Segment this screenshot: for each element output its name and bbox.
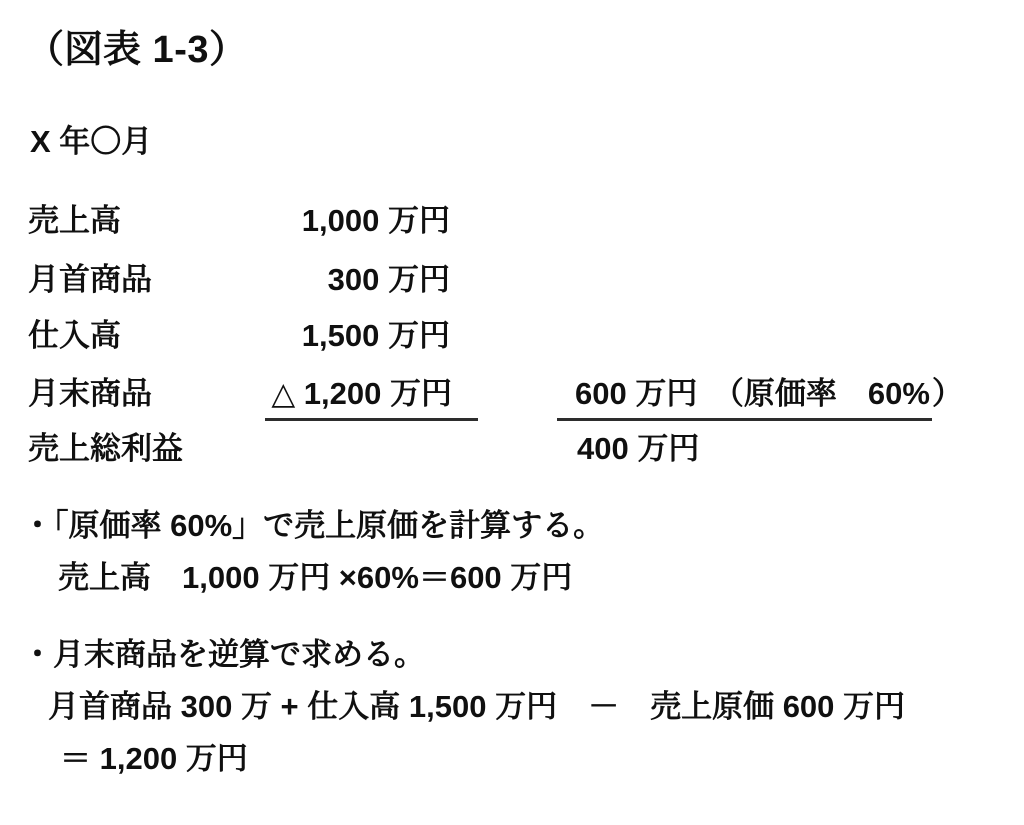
note2-bullet-line: ・月末商品を逆算で求める。 [22,637,425,672]
page-title: （図表 1-3） [26,29,248,71]
row-amount: 300 万円 [327,262,450,297]
row-amount [240,368,450,421]
row-label: 売上総利益 [28,431,183,466]
note2-formula-line: 月首商品 300 万 + 仕入高 1,500 万円 － 売上原価 600 万円 [48,689,906,724]
row-label: 月末商品 [28,376,152,411]
table-row-purchases [0,310,1024,356]
row-label: 仕入高 [28,318,121,353]
row-amount: 1,000 万円 [301,203,450,238]
row-right-amount: 400 万円 [577,431,700,466]
note1-formula-line: 売上高 1,000 万円 ×60%＝600 万円 [58,560,573,595]
table-row-closing-stock [0,368,1024,414]
table-row-gross-profit [0,423,1024,469]
underlined-amount: △ 1,200 万円 [265,368,478,421]
period-label: X 年〇月 [30,124,153,159]
underlined-cost-amount: 600 万円 （原価率 60% [557,368,932,421]
table-row-opening-stock [0,254,1024,300]
row-amount: 1,500 万円 [301,318,450,353]
note1-bullet-line: ・「原価率 60%」で売上原価を計算する。 [22,508,605,543]
row-right-amount [557,368,997,421]
note2-result-line: ＝ 1,200 万円 [60,741,248,776]
row-label: 売上高 [28,203,121,238]
row-label: 月首商品 [28,262,152,297]
table-row-sales [0,195,1024,241]
closing-paren: ） [931,376,963,411]
